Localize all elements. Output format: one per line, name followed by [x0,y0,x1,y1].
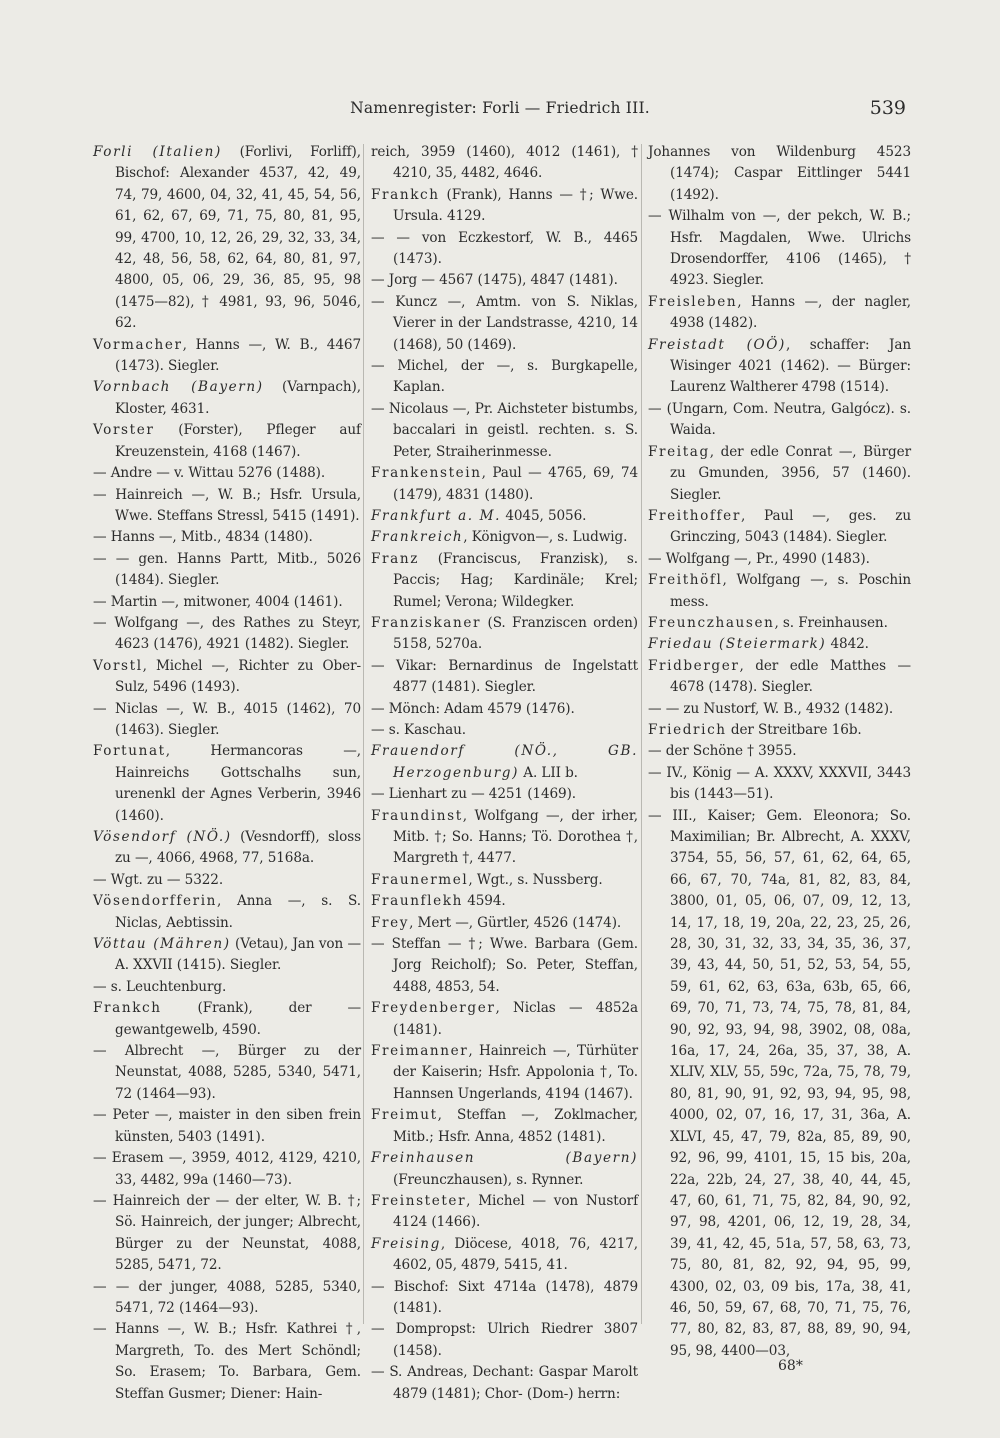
entry-text: — der Schöne † 3955. [648,743,797,760]
index-entry [648,741,911,762]
index-entry [93,977,361,998]
index-entry [93,891,361,934]
entry-headword: Frankch [371,186,440,203]
index-entry [371,463,638,506]
index-entry [93,485,361,528]
entry-headword: Freunczhausen [648,614,775,631]
entry-headword: Vormacher [93,336,183,353]
entry-text: — Michel, der —, s. Burgkapelle, Kaplan. [371,358,638,396]
index-entry [93,592,361,613]
entry-text: (Freunczhausen), s. Rynner. [393,1171,584,1188]
entry-text: , der edle Matthes — 4678 (1478). Siegler. [670,657,911,696]
entry-text: — s. Leuchtenburg. [93,978,227,995]
entry-text: , schaffer: Jan Wisinger 4021 (1462). — Bürger: Laurenz Waltherer 4798 (1514). [670,336,911,396]
entry-text: (Franciscus, Franzisk), s. Paccis; Hag; Kardinäle; Krel; Rumel; Verona; Wildegker. [393,550,638,610]
entry-headword: Freinhausen (Bayern) [371,1150,638,1167]
index-entry [93,613,361,656]
entry-text: reich, 3959 (1460), 4012 (1461), † 4210, 35, 4482, 4646. [371,144,638,182]
entry-headword: Freisleben [648,293,738,310]
index-entry [371,741,638,784]
entry-text: — Wolfgang —, Pr., 4990 (1483). [648,550,870,567]
entry-text: 4045, 5056. [501,507,587,524]
entry-text: A. LII b. [519,764,578,781]
index-entry [371,1041,638,1105]
entry-text: , Mert —, Gürtler, 4526 (1474). [409,914,622,931]
entry-text: — (Ungarn, Com. Neutra, Galgócz). s. Waida. [648,400,911,439]
entry-text: , s. Freinhausen. [774,614,888,631]
entry-text: , Paul — 4765, 69, 74 (1479), 4831 (1480). [393,465,638,503]
entry-headword: Vösendorf (NÖ.) [93,829,232,845]
entry-text: — S. Andreas, Dechant: Gaspar Marolt 4879 (1481); Chor- (Dom-) herrn: [371,1364,638,1402]
index-entry [371,228,638,271]
index-entry [93,527,361,548]
signature-mark: 68* [778,1358,803,1374]
column-rule [641,144,642,1324]
index-entry [648,206,911,292]
entry-text: , Hanns —, W. B., 4467 (1473). Siegler. [115,336,361,375]
entry-headword: Fraunermel [371,871,469,888]
running-head: Namenregister: Forli — Friedrich III. [350,99,650,117]
entry-text: (Forster), Pfleger auf Kreuzenstein, 4168 (1467). [115,422,361,460]
entry-headword: Frankreich [371,529,464,546]
index-entry [648,142,911,206]
entry-text: — Steffan — †; Wwe. Barbara (Gem. Jorg Reicholf); So. Peter, Steffan, 4488, 4853, 54. [371,936,638,995]
entry-text: — Jorg — 4567 (1475), 4847 (1481). [371,272,618,289]
entry-headword: Frauendorf (NÖ., GB. Herzogenburg) [371,743,638,781]
entry-headword: Fortunat [93,743,166,760]
index-entry [371,1191,638,1234]
entry-headword: Frey [371,914,410,931]
entry-text: , Diöcese, 4018, 76, 4217, 4602, 05, 4879, 5415, 41. [393,1235,638,1274]
index-entry [648,442,911,506]
entry-text: (Vetau), Jan von — A. XXVII (1415). Siegler. [115,936,361,974]
entry-text: — Lienhart zu — 4251 (1469). [371,786,577,803]
entry-text: — — gen. Hanns Partt, Mitb., 5026 (1484). Siegler. [93,550,361,589]
index-column-1 [93,142,361,1405]
entry-text: — Kuncz —, Amtm. von S. Niklas, Vierer in der Landstrasse, 4210, 14 (1468), 50 (1469). [371,293,638,353]
entry-headword: Fraunflekh [371,893,463,910]
entry-headword: Freising [371,1235,441,1252]
entry-headword: Vöttau (Mähren) [93,936,231,953]
index-entry [93,335,361,378]
index-entry [93,420,361,463]
entry-text: der Streitbare 16b. [726,721,862,738]
entry-text: 4594. [462,893,506,910]
entry-text: , Michel — von Nustorf 4124 (1466). [393,1192,638,1231]
index-entry [648,720,911,741]
index-entry [371,270,638,291]
entry-text: — Erasem —, 3959, 4012, 4129, 4210, 33, 4482, 99a (1460—73). [93,1150,361,1188]
entry-text: 4842. [826,636,869,653]
entry-text: , Wgt., s. Nussberg. [468,871,603,888]
index-entry [93,1041,361,1105]
index-entry [93,827,361,870]
index-entry [93,998,361,1041]
index-entry [371,998,638,1041]
entry-text: — Hanns —, W. B.; Hsfr. Kathrei †, Margreth, To. des Mert Schöndl; So. Erasem; To. Barbara, Gem. Steffan Gusmer; Diener: Hain- [93,1321,361,1402]
entry-text: , Paul —, ges. zu Grinczing, 5043 (1484). Siegler. [670,507,911,546]
entry-text: Johannes von Wildenburg 4523 (1474); Caspar Eittlinger 5441 (1492). [648,144,911,203]
entry-text: — Albrecht —, Bürger zu der Neunstat, 4088, 5285, 5340, 5471, 72 (1464—93). [93,1043,361,1102]
entry-headword: Frankenstein [371,465,482,482]
index-entry [371,891,638,912]
entry-text: — — von Eczkestorf, W. B., 4465 (1473). [371,229,638,268]
entry-text: , Wolfgang —, der irher, Mitb. †; So. Hanns; Tö. Dorothea †, Margreth †, 4477. [393,807,638,867]
index-entry [371,806,638,870]
index-column-3 [648,142,911,1362]
entry-text: (Forlivi, Forliff), Bischof: Alexander 4537, 42, 49, 74, 79, 4600, 04, 32, 41, 45, 54, 56, 61, 62, 67, 69, 71, 75, 80, 81, 95, 99, 4700, 10, 12, 26, 29, 32, 33, 34, 42, 48, 56, 58, 62, 64, 80, 81, 97, 4800, 05, 06, 29, 36, 85, 95, 98 (1475—82), † 4981, 93, 96, 5046, 62. [115,144,361,332]
entry-text: — s. Kaschau. [371,721,467,738]
index-entry [93,1105,361,1148]
entry-text: , Anna —, s. S. Niclas, Aebtissin. [115,893,361,931]
entry-text: — Hainreich —, W. B.; Hsfr. Ursula, Wwe. Steffans Stressl, 5415 (1491). [93,486,361,524]
index-entry [371,699,638,720]
entry-headword: Frankfurt a. M. [371,507,502,524]
index-entry [371,913,638,934]
index-entry [93,377,361,420]
index-entry [371,1148,638,1191]
index-entry [371,356,638,399]
index-entry [93,934,361,977]
entry-headword: Fraundinst [371,807,463,824]
entry-text: — Mönch: Adam 4579 (1476). [371,700,575,717]
entry-headword: Freimanner [371,1043,469,1060]
index-entry [371,1362,638,1405]
index-entry [648,506,911,549]
entry-text: — IV., König — A. XXXV, XXXVII, 3443 bis (1443—51). [648,764,911,803]
index-column-2 [371,142,638,1405]
entry-headword: Friedrich [648,721,727,738]
entry-text: , der edle Conrat —, Bürger zu Gmunden, 3956, 57 (1460). Siegler. [670,443,911,503]
entry-headword: Fridberger [648,657,740,674]
entry-text: — Hainreich der — der elter, W. B. †; Sö. Hainreich, der junger; Albrecht, Bürger zu der Neunstat, 4088, 5285, 5471, 72. [93,1192,361,1274]
entry-text: — III., Kaiser; Gem. Eleonora; So. Maximilian; Br. Albrecht, A. XXXV, 3754, 55, 56, 57, 61, 62, 64, 65, 66, 67, 70, 74a, 81, 82, 83, 84, 3800, 01, 05, 06, 07, 09, 12, 13, 14, 17, 18, 19, 20a, 22, 23, 25, 26, 28, 30, 31, 32, 33, 34, 35, 36, 37, 39, 43, 44, 50, 51, 52, 53, 54, 55, 59, 61, 62, 63, 63a, 63b, 65, 66, 69, 70, 71, 73, 74, 75, 78, 81, 84, 90, 92, 93, 94, 98, 3902, 08, 08a, 16a, 17, 24, 26a, 35, 37, 38, A. XLIV, XLV, 55, 59c, 72a, 75, 78, 79, 80, 81, 90, 91, 92, 93, 94, 95, 98, 4000, 02, 07, 16, 17, 31, 36a, A. XLVI, 45, 47, 79, 82a, 85, 89, 90, 92, 96, 99, 4101, 15, 15 bis, 20a, 22a, 22b, 24, 27, 38, 40, 44, 45, 47, 60, 61, 71, 75, 82, 84, 90, 92, 97, 98, 4201, 06, 12, 19, 28, 34, 39, 41, 42, 45, 51a, 57, 58, 63, 73, 75, 80, 81, 82, 92, 94, 95, 99, 4300, 02, 03, 09 bis, 17a, 38, 41, 46, 50, 59, 67, 68, 70, 71, 75, 76, 77, 80, 82, 83, 87, 88, 89, 90, 94, 95, 98, 4400—03, [648,807,911,1359]
index-entry [648,763,911,806]
index-entry [371,142,638,185]
index-entry [371,870,638,891]
index-entry [648,806,911,1363]
entry-text: — Wolfgang —, des Rathes zu Steyr, 4623 (1476), 4921 (1482). Siegler. [93,614,361,653]
index-entry [371,656,638,699]
entry-headword: Freithöfl [648,572,723,589]
entry-text: — Wgt. zu — 5322. [93,871,224,888]
entry-text: — Bischof: Sixt 4714a (1478), 4879 (1481). [371,1278,638,1316]
entry-text: — Dompropst: Ulrich Riedrer 3807 (1458). [371,1321,638,1359]
index-entry [371,527,638,548]
entry-text: , Niclas — 4852a (1481). [393,1000,638,1038]
index-entry [93,1277,361,1320]
entry-headword: Frankch [93,1000,162,1017]
index-entry [93,870,361,891]
index-entry [371,1277,638,1320]
index-entry [371,399,638,463]
entry-text: — Andre — v. Wittau 5276 (1488). [93,465,326,482]
index-entry [93,1319,361,1405]
entry-headword: Freydenberger [371,1000,496,1017]
index-entry [93,699,361,742]
entry-text: — Vikar: Bernardinus de Ingelstatt 4877 (1481). Siegler. [371,657,638,696]
index-entry [648,549,911,570]
index-entry [93,656,361,699]
entry-text: , Wolfgang —, s. Poschin mess. [670,572,911,610]
entry-headword: Forli (Italien) [93,144,222,160]
entry-text: — Wilhalm von —, der pekch, W. B.; Hsfr. Magdalen, Wwe. Ulrichs Drosendorffer, 4106 (1465), † 4923. Siegler. [648,208,911,289]
index-entry [93,741,361,827]
index-entry [648,699,911,720]
index-entry [371,1234,638,1277]
index-entry [648,292,911,335]
entry-headword: Franz [371,550,419,567]
index-entry [648,634,911,655]
entry-text: , Hanns —, der nagler, 4938 (1482). [670,293,911,332]
entry-text: — Hanns —, Mitb., 4834 (1480). [93,529,313,546]
index-entry [371,784,638,805]
index-entry [371,720,638,741]
entry-headword: Freinsteter [371,1192,467,1209]
index-entry [371,506,638,527]
index-entry [371,292,638,356]
entry-text: — Peter —, maister in den siben frein künsten, 5403 (1491). [93,1107,361,1145]
entry-headword: Vornbach (Bayern) [93,379,264,396]
entry-text: , Hainreich —, Türhüter der Kaiserin; Hsfr. Appolonia †, To. Hannsen Ungerlands, 4194 (1467). [393,1043,638,1102]
entry-text: — Nicolaus —, Pr. Aichsteter bistumbs, baccalari in geistl. rechten. s. S. Peter, Straiherinmesse. [371,400,638,460]
index-entry [648,399,911,442]
entry-text: — Martin —, mitwoner, 4004 (1461). [93,593,343,610]
index-entry [648,335,911,399]
entry-text: (Frank), Hanns — †; Wwe. Ursula. 4129. [393,186,638,225]
index-entry [93,1191,361,1277]
index-entry [371,549,638,613]
index-entry [371,185,638,228]
entry-text: — — der junger, 4088, 5285, 5340, 5471, 72 (1464—93). [93,1278,361,1316]
entry-headword: Freithoffer [648,507,741,524]
entry-text: — — zu Nustorf, W. B., 4932 (1482). [648,700,894,717]
index-entry [648,570,911,613]
entry-headword: Freitag [648,443,710,460]
index-entry [371,934,638,998]
entry-headword: Vorstl [93,657,143,674]
index-entry [93,463,361,484]
index-entry [648,613,911,634]
entry-text: , Königvon—, s. Ludwig. [463,529,628,546]
entry-text: — Niclas —, W. B., 4015 (1462), 70 (1463). Siegler. [93,700,361,738]
entry-headword: Franziskaner [371,614,482,631]
entry-headword: Freistadt (OÖ) [648,336,786,353]
column-rule [363,144,364,1324]
entry-text: , Michel —, Richter zu Ober-Sulz, 5496 (1493). [115,657,361,696]
entry-text: , Steffan —, Zoklmacher, Mitb.; Hsfr. Anna, 4852 (1481). [393,1107,638,1145]
index-entry [93,1148,361,1191]
index-entry [648,656,911,699]
index-entry [371,1319,638,1362]
entry-text: (S. Franziscen orden) 5158, 5270a. [393,614,638,653]
entry-headword: Vösendorfferin [93,893,218,910]
entry-text: (Vesndorff), sloss zu —, 4066, 4968, 77, 5168a. [115,829,362,867]
entry-headword: Vorster [93,422,155,439]
entry-headword: Freimut [371,1107,438,1124]
index-entry [371,613,638,656]
entry-text: (Varnpach), Kloster, 4631. [115,379,361,417]
index-entry [371,1105,638,1148]
index-entry [93,142,361,335]
entry-text: (Frank), der — gewantgewelb, 4590. [115,1000,361,1038]
entry-headword: Friedau (Steiermark) [648,636,827,653]
page-number: 539 [869,97,906,119]
index-entry [93,549,361,592]
entry-text: , Hermancoras —, Hainreichs Gottschalhs sun, urenenkl der Agnes Verberin, 3946 (1460). [115,743,361,824]
